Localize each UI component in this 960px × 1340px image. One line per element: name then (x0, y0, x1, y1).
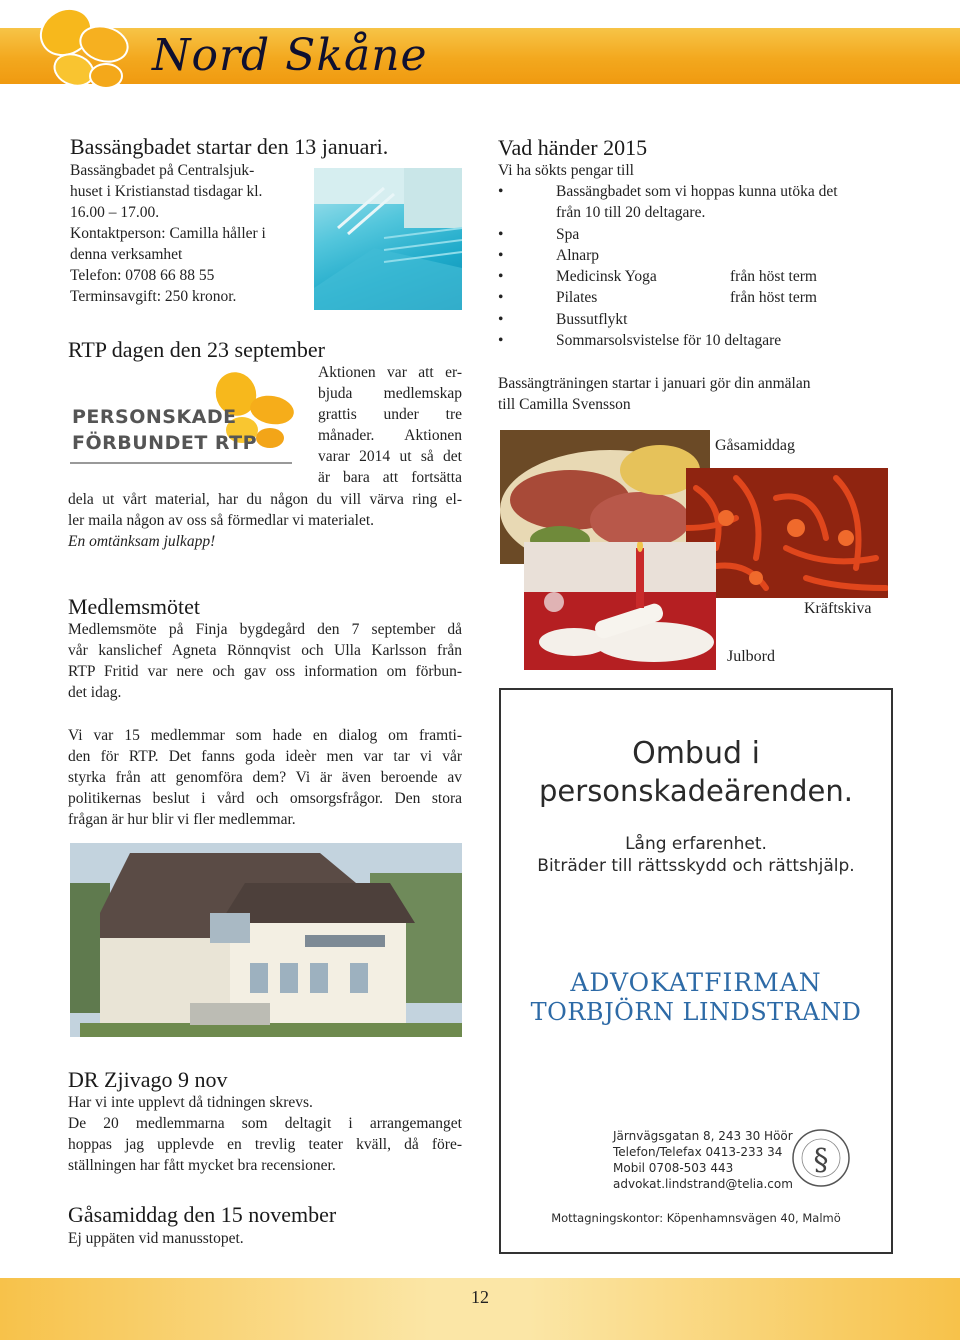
rtp-full-text (68, 489, 462, 552)
training-line: Bassängträningen startar i januari gör din anmälan (498, 375, 811, 392)
crayfish-photo (686, 468, 888, 598)
ad-headline1: Ombud i (632, 736, 760, 771)
medlem-para1 (68, 619, 462, 703)
zjivago-line: hoppas jag upplevde en trevlig teater kväll, då före- (68, 1136, 462, 1153)
advokat-seal-icon (791, 1124, 851, 1194)
rtp-side-line: bjuda medlemskap (318, 385, 462, 402)
plans-training (498, 373, 898, 415)
julbord-photo (524, 542, 716, 670)
ad-sub1: Lång erfarenhet. (625, 834, 767, 854)
medlem-para2 (68, 725, 462, 830)
rtp-logo-line2: FÖRBUNDET RTP (72, 432, 258, 454)
gasamiddag-text: Ej uppäten vid manusstopet. (68, 1230, 244, 1247)
rtp-side-text (318, 362, 462, 488)
rtp-side-line: grattis under tre (318, 406, 462, 423)
rtp-side-line: Aktionen var att er- (318, 364, 462, 381)
medlem-line: Medlemsmöte på Finja bygdegård den 7 september då (68, 621, 462, 638)
plans-item: • Alnarp (498, 245, 898, 266)
rtp-closing: En omtänksam julkapp! (68, 533, 216, 550)
ad-office: Mottagningskontor: Köpenhamnsvägen 40, Malmö (551, 1211, 841, 1225)
bullet-icon: • (498, 246, 504, 264)
zjivago-line: ställningen har fått mycket bra recensioner. (68, 1157, 336, 1174)
caption-gasamiddag: Gåsamiddag (715, 437, 795, 454)
medlem-line: vår kanslichef Agneta Rönnqvist och Ulla Karlsson från (68, 642, 462, 659)
rtp-full-line: ler maila någon av oss så förmedlar vi materialet. (68, 512, 375, 529)
rtp-heading: RTP dagen den 23 september (68, 337, 325, 362)
rtp-logo-line1: PERSONSKADE (72, 406, 237, 428)
ad-address-line: Järnvägsgatan 8, 243 30 Höör (613, 1129, 793, 1143)
ad-address (613, 1128, 793, 1192)
bassang-line: huset i Kristianstad tisdagar kl. (70, 183, 263, 200)
plans-item: • Bussutflykt (498, 309, 898, 330)
medlem-line: Vi var 15 medlemmar som hade en dialog om framti- (68, 727, 462, 744)
plans-intro: Vi ha sökts pengar till (498, 162, 634, 179)
caption-kraftskiva: Kräftskiva (804, 600, 872, 617)
gasamiddag-heading: Gåsamiddag den 15 november (68, 1202, 337, 1227)
bassang-line: Bassängbadet på Centralsjuk- (70, 162, 255, 179)
ad-sub2: Biträder till rättsskydd och rättshjälp. (537, 856, 855, 876)
medlem-line: den för RTP. Det fanns goda ideèr men var tar vi vår (68, 748, 462, 765)
bassang-line: Terminsavgift: 250 kronor. (70, 288, 237, 305)
plans-item: • Spa (498, 224, 898, 245)
zjivago-line: De 20 medlemmarna som deltagit i arrangemanget (68, 1115, 462, 1132)
training-line: till Camilla Svensson (498, 396, 631, 413)
medlem-heading: Medlemsmötet (68, 594, 200, 619)
medlem-line: politikernas beslut i vård och omsorgsfrågor. Den stora (68, 790, 462, 807)
bullet-icon: • (498, 332, 504, 350)
law-firm-ad (499, 688, 893, 1254)
rtp-side-line: varar 2014 ut så det (318, 448, 462, 465)
bullet-icon: • (498, 310, 504, 328)
pool-photo (314, 168, 462, 310)
plans-item: • Bassängbadet som vi hoppas kunna utöka det (498, 181, 898, 202)
zjivago-text (68, 1092, 462, 1176)
plans-item: • Pilates från höst term (498, 287, 898, 308)
bassang-heading: Bassängbadet startar den 13 januari. (70, 134, 389, 159)
plans-list (498, 181, 898, 351)
medlem-line: RTP Fritid var nere och gav oss information om förbun- (68, 663, 462, 680)
header-title: Nord Skåne (152, 30, 428, 81)
bassang-line: Kontaktperson: Camilla håller i (70, 225, 266, 242)
ad-firm1: ADVOKATFIRMAN (570, 968, 822, 997)
bassang-line: 16.00 – 17.00. (70, 204, 160, 221)
ad-address-line: Mobil 0708-503 443 (613, 1161, 734, 1175)
page-number: 12 (471, 1287, 489, 1307)
zjivago-heading: DR Zjivago 9 nov (68, 1067, 228, 1092)
rtp-side-line: är bara att fortsätta (318, 469, 462, 486)
rtp-side-line: månader. Aktionen (318, 427, 462, 444)
rtp-logo (70, 370, 296, 470)
rtp-full-line: dela ut vårt material, har du någon du vill värva ring el- (68, 491, 462, 508)
plans-item: • Medicinsk Yoga från höst term (498, 266, 898, 287)
zjivago-line: Har vi inte upplevt då tidningen skrevs. (68, 1094, 313, 1111)
bassang-line: Telefon: 0708 66 88 55 (70, 267, 215, 284)
medlem-line: styrka från att genomföra dem? Vi är även beroende av (68, 769, 462, 786)
ad-address-line: Telefon/Telefax 0413-233 34 (613, 1145, 783, 1159)
bullet-icon: • (498, 289, 504, 307)
bullet-icon: • (498, 268, 504, 286)
bullet-icon: • (498, 225, 504, 243)
rtp-logo-rule (70, 462, 292, 464)
ad-firm2: TORBJÖRN LINDSTRAND (530, 998, 862, 1026)
plans-item: från 10 till 20 deltagare. (556, 204, 706, 222)
bygdegard-photo (70, 843, 462, 1037)
ad-address-line: advokat.lindstrand@telia.com (613, 1177, 793, 1191)
plans-item: • Sommarsolsvistelse för 10 deltagare (498, 330, 898, 351)
bassang-line: denna verksamhet (70, 246, 183, 263)
medlem-line: det idag. (68, 684, 122, 701)
butterfly-logo-icon (18, 2, 148, 98)
caption-julbord: Julbord (727, 648, 775, 665)
bassang-text (70, 160, 310, 307)
svg-text:§: § (813, 1143, 829, 1178)
medlem-line: frågan är hur blir vi fler medlemmar. (68, 811, 296, 828)
bullet-icon: • (498, 183, 504, 200)
ad-headline2: personskadeärenden. (539, 774, 853, 808)
plans-heading: Vad händer 2015 (498, 135, 648, 160)
